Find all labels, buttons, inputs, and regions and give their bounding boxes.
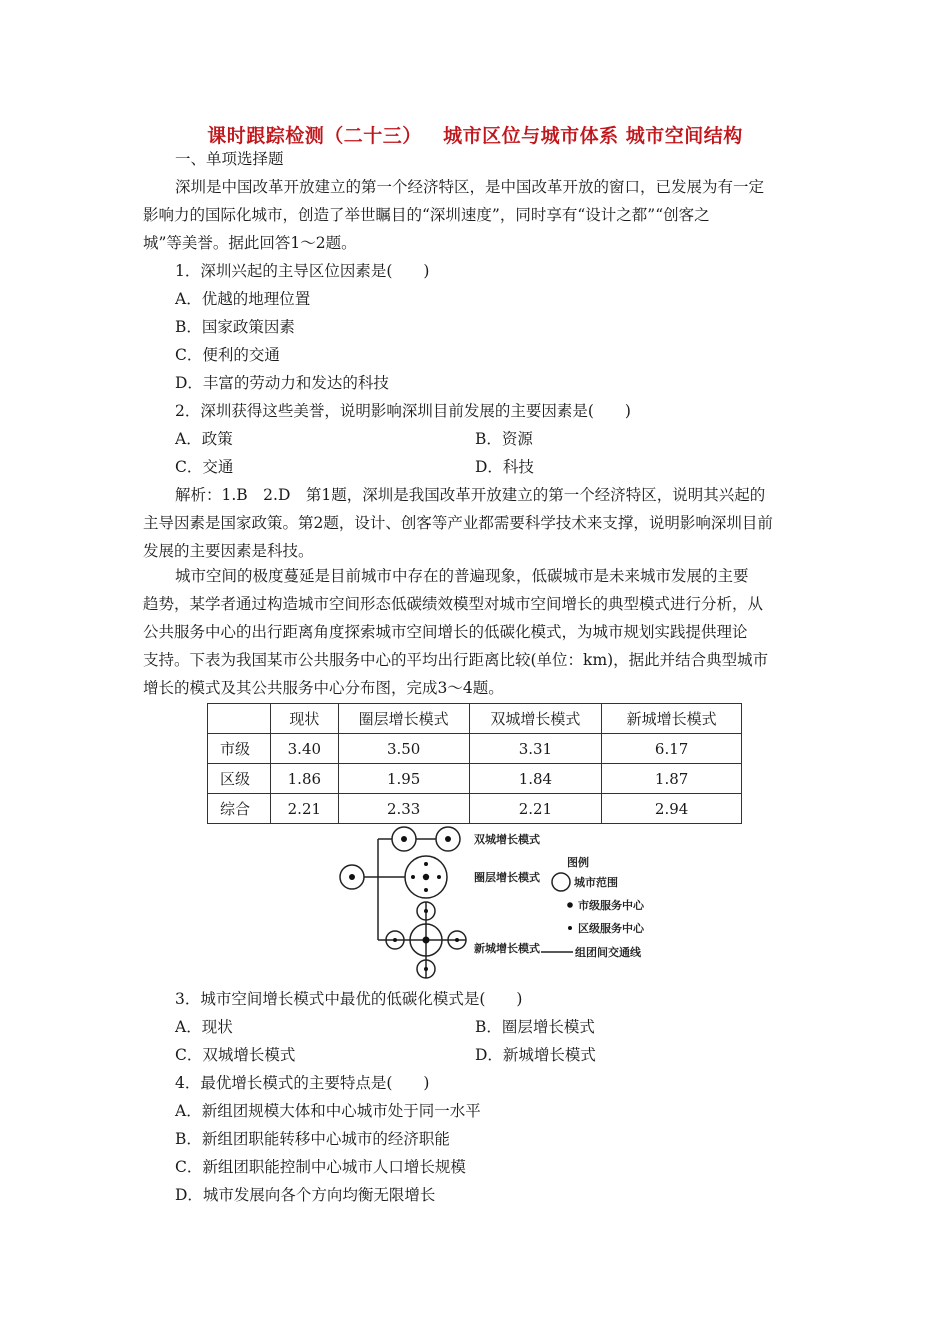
intro1-line-1: 深圳是中国改革开放建立的第一个经济特区，是中国改革开放的窗口，已发展为有一定 [175, 178, 765, 196]
legend-traffic-line: 组团间交通线 [575, 946, 641, 959]
legend-city-range: 城市范围 [574, 876, 618, 889]
q1-option-c: C．便利的交通 [175, 346, 280, 364]
table-cell: 2.94 [602, 794, 742, 824]
intro2-line-3: 公共服务中心的出行距离角度探索城市空间增长的低碳化模式，为城市规划实践提供理论 [143, 623, 748, 641]
legend-district-center: 区级服务中心 [578, 922, 644, 935]
analysis-line-1: 解析：1.B 2.D 第1题，深圳是我国改革开放建立的第一个经济特区，说明其兴起的 [175, 486, 766, 504]
q3-stem: 3．城市空间增长模式中最优的低碳化模式是( ) [175, 990, 523, 1008]
q2-stem: 2．深圳获得这些美誉，说明影响深圳目前发展的主要因素是( ) [175, 402, 631, 420]
q3-option-b: B．圈层增长模式 [475, 1018, 595, 1036]
q4-option-b: B．新组团职能转移中心城市的经济职能 [175, 1130, 450, 1148]
table-cell: 6.17 [602, 734, 742, 764]
q1-option-b: B．国家政策因素 [175, 318, 295, 336]
q2-option-b: B．资源 [475, 430, 533, 448]
table-row [208, 764, 742, 794]
intro2-line-4: 支持。下表为我国某市公共服务中心的平均出行距离比较(单位：km)，据此并结合典型城市 [143, 651, 769, 669]
intro1-line-2: 影响力的国际化城市，创造了举世瞩目的“深圳速度”，同时享有“设计之都”“创客之 [143, 206, 710, 224]
label-new-mode: 新城增长模式 [474, 942, 540, 955]
label-ring-mode: 圈层增长模式 [474, 871, 540, 884]
analysis-line-3: 发展的主要因素是科技。 [143, 542, 314, 560]
q1-stem: 1．深圳兴起的主导区位因素是( ) [175, 262, 430, 280]
q4-option-c: C．新组团职能控制中心城市人口增长规模 [175, 1158, 466, 1176]
table-cell: 3.50 [338, 734, 469, 764]
intro2-line-5: 增长的模式及其公共服务中心分布图，完成3～4题。 [143, 679, 504, 697]
table-cell: 1.95 [338, 764, 469, 794]
table-header-cell: 双城增长模式 [469, 704, 602, 734]
table-cell: 2.33 [338, 794, 469, 824]
intro2-line-2: 趋势，某学者通过构造城市空间形态低碳绩效模型对城市空间增长的典型模式进行分析，从 [143, 595, 764, 613]
table-header-row [208, 704, 742, 734]
table-header-cell: 现状 [270, 704, 338, 734]
table-header-cell: 新城增长模式 [602, 704, 742, 734]
table-cell: 2.21 [270, 794, 338, 824]
table-cell: 区级 [208, 764, 271, 794]
table-header-cell [208, 704, 271, 734]
q2-option-d: D．科技 [475, 458, 534, 476]
distance-table [207, 703, 742, 824]
table-cell: 综合 [208, 794, 271, 824]
table-cell: 1.86 [270, 764, 338, 794]
q1-option-d: D．丰富的劳动力和发达的科技 [175, 374, 389, 392]
table-cell: 1.87 [602, 764, 742, 794]
label-dual-mode: 双城增长模式 [474, 833, 540, 846]
q3-option-c: C．双城增长模式 [175, 1046, 296, 1064]
table-row [208, 734, 742, 764]
section-heading: 一、单项选择题 [175, 150, 284, 168]
table-cell: 3.40 [270, 734, 338, 764]
q1-option-a: A．优越的地理位置 [175, 290, 311, 308]
table-row [208, 794, 742, 824]
q3-option-a: A．现状 [175, 1018, 233, 1036]
q4-stem: 4．最优增长模式的主要特点是( ) [175, 1074, 430, 1092]
table-cell: 2.21 [469, 794, 602, 824]
q2-option-c: C．交通 [175, 458, 234, 476]
analysis-line-2: 主导因素是国家政策。第2题，设计、创客等产业都需要科学技术来支撑，说明影响深圳目前 [143, 514, 773, 532]
intro1-line-3: 城”等美誉。据此回答1～2题。 [143, 234, 357, 252]
q3-option-d: D．新城增长模式 [475, 1046, 596, 1064]
intro2-line-1: 城市空间的极度蔓延是目前城市中存在的普遍现象，低碳城市是未来城市发展的主要 [175, 567, 749, 585]
page-title: 课时跟踪检测（二十三） 城市区位与城市体系 城市空间结构 [207, 125, 743, 147]
table-cell: 市级 [208, 734, 271, 764]
q4-option-d: D．城市发展向各个方向均衡无限增长 [175, 1186, 436, 1204]
q2-option-a: A．政策 [175, 430, 233, 448]
q4-option-a: A．新组团规模大体和中心城市处于同一水平 [175, 1102, 481, 1120]
legend-title: 图例 [567, 856, 589, 869]
legend-city-range-icon [552, 873, 570, 891]
table-cell: 3.31 [469, 734, 602, 764]
growth-mode-figure [330, 822, 660, 982]
legend-city-center: 市级服务中心 [578, 899, 644, 912]
table-header-cell: 圈层增长模式 [338, 704, 469, 734]
table-cell: 1.84 [469, 764, 602, 794]
